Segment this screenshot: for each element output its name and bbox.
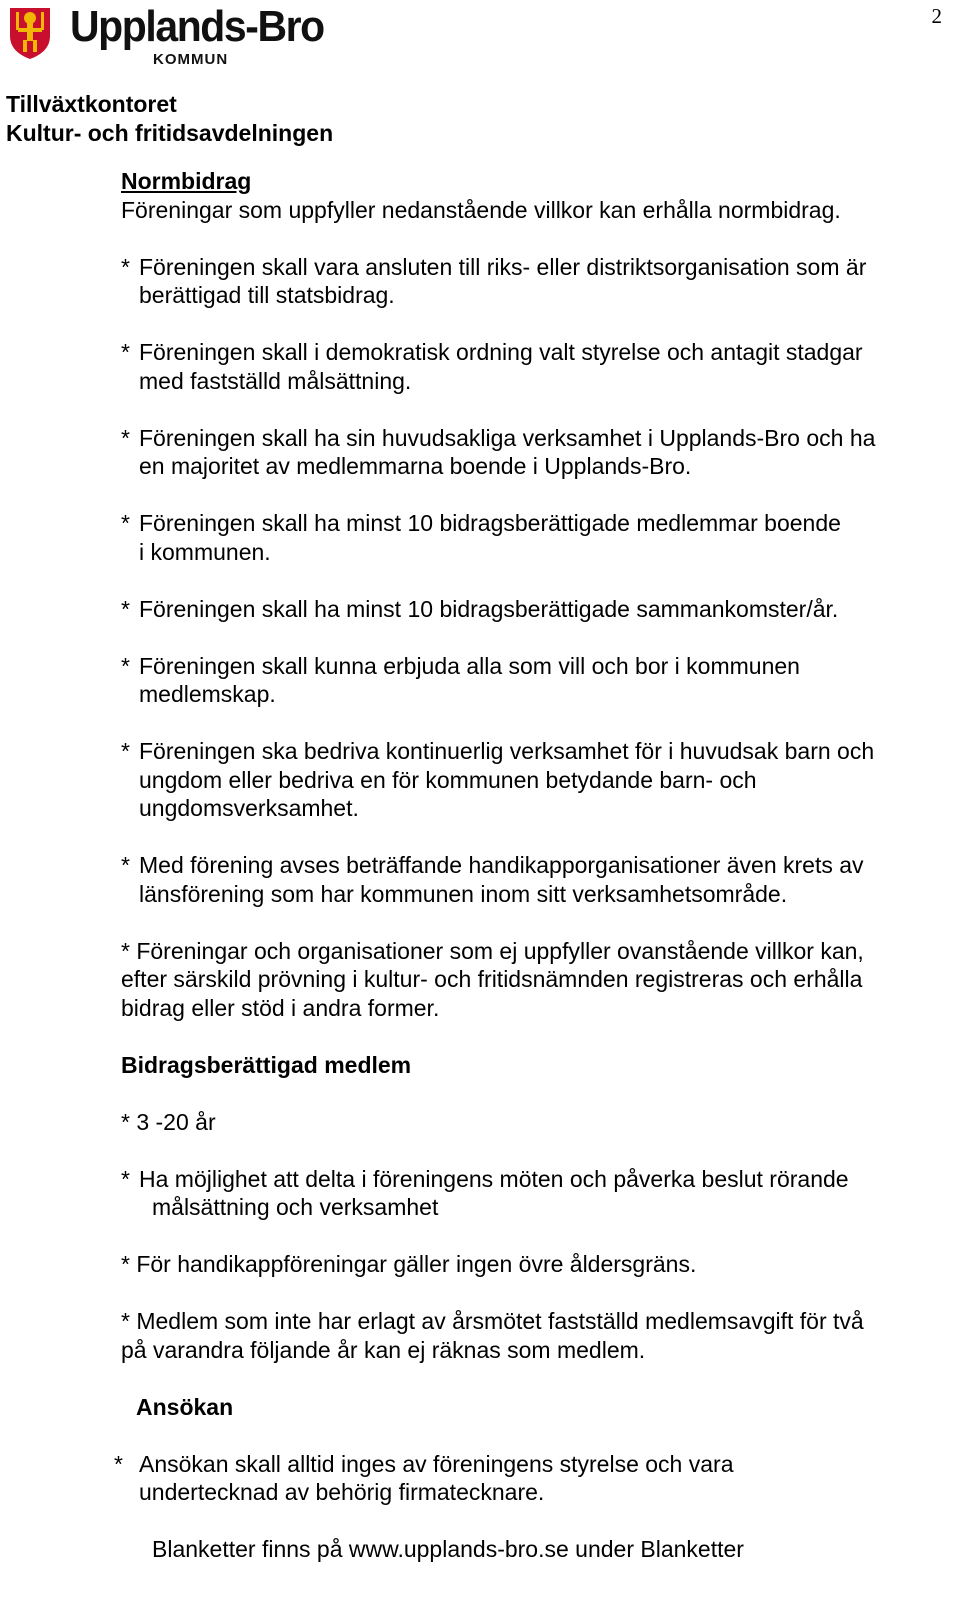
- application-heading: Ansökan: [136, 1393, 234, 1420]
- condition-line: Föreningen skall i demokratisk ordning valt styrelse och antagit stadgar: [139, 339, 863, 365]
- closing-line: efter särskild prövning i kultur- och fritidsnämnden registreras och erhålla: [121, 966, 863, 992]
- closing-line: * Föreningar och organisationer som ej uppfyller ovanstående villkor kan,: [121, 937, 864, 964]
- forms-footer: Blanketter finns på www.upplands-bro.se under Blanketter: [152, 1536, 744, 1562]
- condition-item: * Föreningen skall ha sin huvudsakliga verksamhet i Upplands-Bro och ha en majoritet av medlemmarna boende i Upplands-Bro.: [121, 424, 941, 481]
- member-line: * Medlem som inte har erlagt av årsmötet fastställd medlemsavgift för två: [121, 1308, 864, 1334]
- member-line: på varandra följande år kan ej räknas som medlem.: [121, 1336, 646, 1363]
- condition-line: länsförening som har kommunen inom sitt verksamhetsområde.: [139, 880, 788, 907]
- member-line: Ha möjlighet att delta i föreningens möten och påverka beslut rörande: [139, 1165, 849, 1192]
- logo-subtitle: KOMMUN: [153, 51, 229, 68]
- member-heading: Bidragsberättigad medlem: [121, 1051, 412, 1078]
- department-line-1: Tillväxtkontoret: [6, 91, 177, 117]
- normbidrag-heading: Normbidrag: [121, 168, 252, 194]
- logo-name: Upplands-Bro: [70, 2, 324, 51]
- condition-line: Föreningen ska bedriva kontinuerlig verksamhet för i huvudsak barn och: [139, 738, 875, 764]
- condition-line: i kommunen.: [139, 538, 271, 565]
- condition-line: Med förening avses beträffande handikapporganisationer även krets av: [139, 852, 864, 878]
- member-participate: * Ha möjlighet att delta i föreningens möten och påverka beslut rörande målsättning och verksamhet: [121, 1165, 941, 1222]
- condition-line: ungdomsverksamhet.: [139, 795, 359, 821]
- condition-item: * Föreningen skall kunna erbjuda alla som vill och bor i kommunen medlemskap.: [121, 652, 941, 709]
- condition-line: Föreningen skall kunna erbjuda alla som vill och bor i kommunen: [139, 652, 800, 679]
- member-handicap: * För handikappföreningar gäller ingen övre åldersgräns.: [121, 1251, 697, 1277]
- condition-item: * Föreningen skall i demokratisk ordning valt styrelse och antagit stadgar med fastställd målsättning.: [121, 338, 941, 395]
- application-line: undertecknad av behörig firmatecknare.: [139, 1479, 545, 1505]
- condition-item: * Föreningen skall ha minst 10 bidragsberättigade sammankomster/år.: [121, 595, 941, 624]
- closing-line: bidrag eller stöd i andra former.: [121, 994, 440, 1021]
- condition-item: * Med förening avses beträffande handikapporganisationer även krets av länsförening som har kommunen inom sitt verksamhetsområde.: [121, 851, 941, 908]
- page-number: 2: [931, 4, 942, 28]
- condition-line: en majoritet av medlemmarna boende i Upplands-Bro.: [139, 453, 692, 479]
- condition-item: * Föreningen ska bedriva kontinuerlig verksamhet för i huvudsak barn och ungdom eller bedriva en för kommunen betydande barn- och ungdomsverksamhet.: [121, 737, 941, 823]
- municipality-logo: [8, 2, 338, 68]
- department-line-2: Kultur- och fritidsavdelningen: [6, 120, 334, 146]
- condition-line: Föreningen skall ha minst 10 bidragsberättigade medlemmar boende: [139, 510, 841, 536]
- condition-line: med fastställd målsättning.: [139, 367, 412, 394]
- condition-line: ungdom eller bedriva en för kommunen betydande barn- och: [139, 766, 757, 793]
- department-header: [6, 90, 333, 148]
- application-item: * Ansökan skall alltid inges av föreningens styrelse och vara undertecknad av behörig firmatecknare.: [121, 1450, 941, 1507]
- member-line: målsättning och verksamhet: [152, 1194, 439, 1220]
- condition-item: * Föreningen skall vara ansluten till riks- eller distriktsorganisation som är berättigad till statsbidrag.: [121, 253, 941, 310]
- normbidrag-intro: Föreningar som uppfyller nedanstående villkor kan erhålla normbidrag.: [121, 196, 841, 223]
- condition-line: Föreningen skall ha sin huvudsakliga verksamhet i Upplands-Bro och ha: [139, 424, 876, 451]
- member-age: * 3 -20 år: [121, 1108, 216, 1135]
- document-body: [114, 167, 941, 1507]
- condition-line: medlemskap.: [139, 681, 276, 707]
- municipality-shield-icon: [8, 6, 52, 60]
- condition-item: * Föreningen skall ha minst 10 bidragsberättigade medlemmar boende i kommunen.: [121, 509, 941, 566]
- condition-line: berättigad till statsbidrag.: [139, 282, 395, 308]
- condition-line: Föreningen skall ha minst 10 bidragsberättigade sammankomster/år.: [139, 595, 839, 622]
- closing-paragraph: [121, 937, 941, 1023]
- condition-line: Föreningen skall vara ansluten till riks- eller distriktsorganisation som är: [139, 253, 867, 280]
- application-line: Ansökan skall alltid inges av föreningens styrelse och vara: [139, 1450, 734, 1477]
- member-fee: [121, 1307, 941, 1364]
